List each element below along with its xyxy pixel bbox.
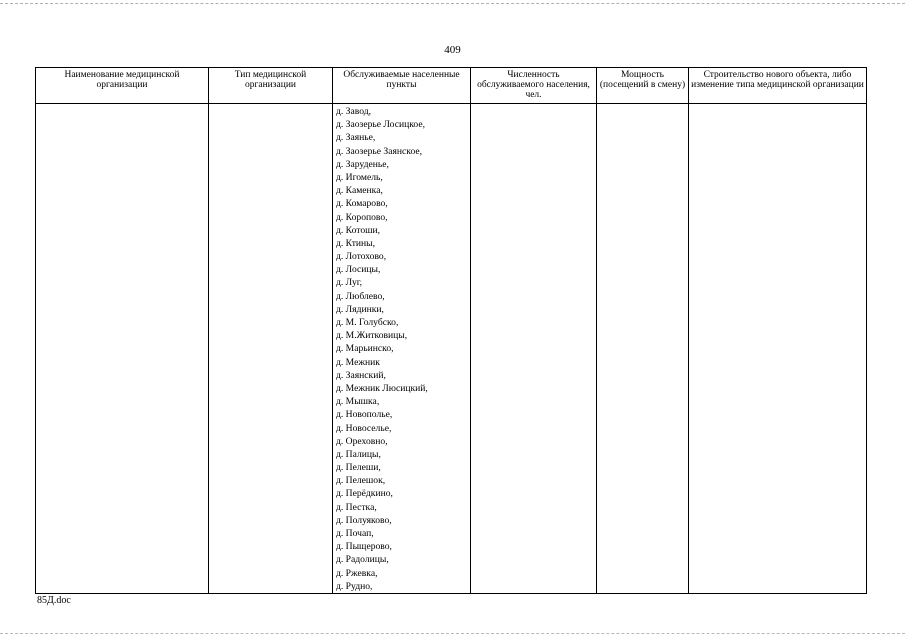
list-item: д. Пестка,	[336, 501, 377, 513]
list-item: д. Лосицы,	[336, 264, 381, 276]
table-header-row	[36, 68, 867, 104]
list-item: д. Заянский,	[336, 369, 386, 381]
list-item: д. Пыщерово,	[336, 541, 392, 553]
list-item: д. Коропово,	[336, 211, 388, 223]
list-item: д. Марьинско,	[336, 343, 394, 355]
list-item: д. Люблево,	[336, 290, 385, 302]
list-item: д. Палицы,	[336, 448, 381, 460]
list-item: д. Лотохово,	[336, 251, 387, 263]
list-item: д. Игомель,	[336, 171, 383, 183]
list-item: д. Завод,	[336, 106, 372, 117]
header-capacity: Мощность (посещений в смену)	[597, 68, 689, 104]
list-item: д. Заозерье Заянское,	[336, 145, 423, 157]
header-construction: Строительство нового объекта, либо изменение типа медицинской организации	[689, 68, 867, 104]
list-item: д. Перёдкино,	[336, 488, 393, 500]
list-item: д. Почап,	[336, 528, 374, 539]
list-item: д. Межник	[336, 356, 380, 368]
header-places: Обслуживаемые населенные пункты	[333, 68, 471, 104]
list-item: д. Ореховно,	[336, 435, 388, 447]
list-item: д. Лядинки,	[336, 303, 384, 315]
table-row	[36, 104, 867, 594]
list-item: д. Новополье,	[336, 409, 393, 421]
list-item: д. Пелешок,	[336, 475, 386, 487]
list-item: д. Заянье,	[336, 132, 376, 144]
footer-filename: 85Д.doc	[37, 595, 71, 606]
list-item: д. Котоши,	[336, 224, 381, 236]
list-item: д. Радолицы,	[336, 554, 389, 566]
cell-capacity	[597, 104, 689, 594]
cell-type	[209, 104, 333, 594]
list-item: д. М. Голубско,	[336, 317, 399, 328]
list-item: д. М.Житковицы,	[336, 330, 408, 342]
medical-organizations-table	[35, 67, 867, 594]
scan-edge-top	[0, 3, 905, 4]
list-item: д. Заозерье Лосицкое,	[336, 119, 425, 131]
list-item: д. Новоселье,	[336, 422, 392, 434]
page-number: 409	[444, 44, 461, 56]
header-population: Численность обслуживаемого населения, чел.	[471, 68, 597, 104]
cell-name	[36, 104, 209, 594]
header-name: Наименование медицинской организации	[36, 68, 209, 104]
list-item: д. Мышка,	[336, 396, 380, 408]
list-item: д. Ржевка,	[336, 567, 378, 579]
list-item: д. Каменка,	[336, 185, 383, 197]
cell-population	[471, 104, 597, 594]
header-type: Тип медицинской организации	[209, 68, 333, 104]
list-item: д. Межник Люсицкий,	[336, 382, 428, 394]
list-item: д. Полуяково,	[336, 514, 392, 526]
places-list	[333, 104, 470, 593]
list-item: д. Комарово,	[336, 198, 388, 210]
list-item: д. Заруденье,	[336, 158, 389, 170]
cell-places	[333, 104, 471, 594]
cell-construction	[689, 104, 867, 594]
list-item: д. Рудно,	[336, 580, 373, 592]
scan-edge-bottom	[0, 633, 905, 634]
list-item: д. Луг,	[336, 277, 362, 289]
list-item: д. Пелеши,	[336, 462, 381, 474]
list-item: д. Ктины,	[336, 237, 376, 249]
